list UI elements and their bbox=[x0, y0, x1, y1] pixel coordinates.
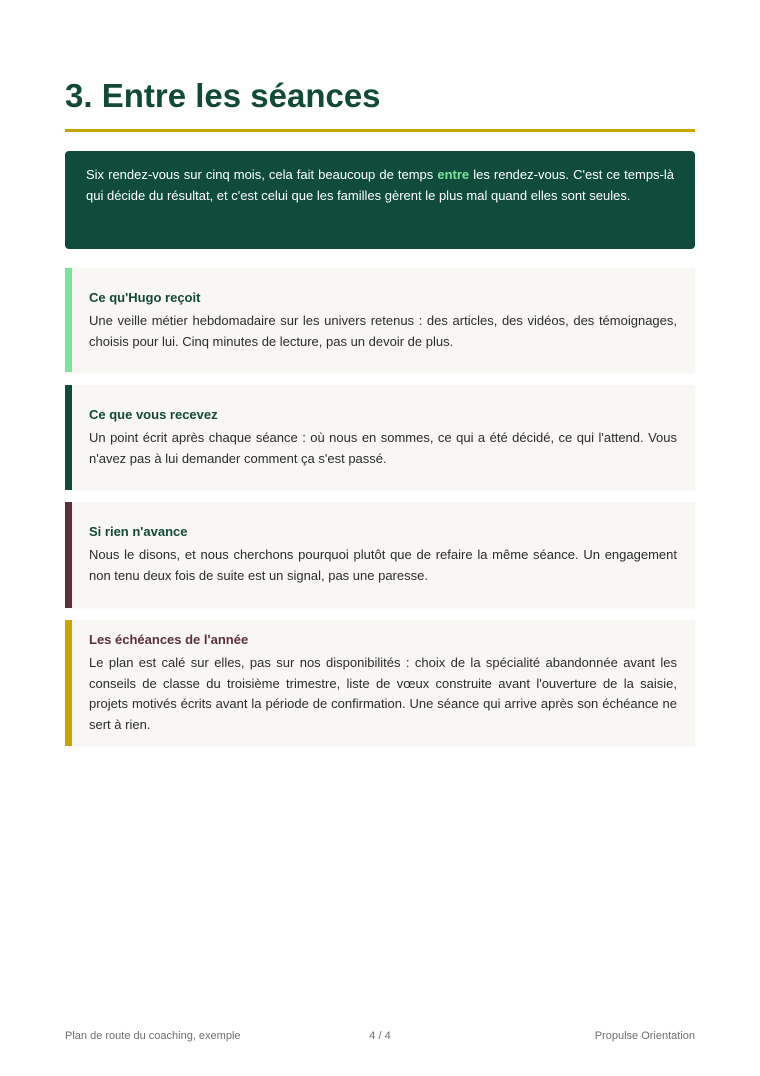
card-text: Nous le disons, et nous cherchons pourquoi plutôt que de refaire la même séance. Un engagement non tenu deux fois de suite est un signal, pas une paresse. bbox=[89, 547, 677, 583]
card-no-progress bbox=[65, 502, 695, 608]
footer-page-number: 4 / 4 bbox=[369, 1030, 391, 1042]
card-deadlines bbox=[65, 620, 695, 746]
card-text: Une veille métier hebdomadaire sur les univers retenus : des articles, des vidéos, des témoignages, choisis pour lui. Cinq minutes de lecture, pas un devoir de plus. bbox=[89, 313, 677, 349]
intro-highlight: entre bbox=[437, 167, 470, 182]
intro-callout bbox=[65, 151, 695, 249]
card-title: Si rien n'avance bbox=[89, 524, 188, 539]
footer-document-title: Plan de route du coaching, exemple bbox=[65, 1030, 241, 1042]
card-title: Les échéances de l'année bbox=[89, 632, 249, 647]
card-hugo-receives bbox=[65, 268, 695, 372]
card-text: Le plan est calé sur elles, pas sur nos disponibilités : choix de la spécialité abandonnée avant les conseils de classe du troisième trimestre, liste de vœux construite avant l'ouverture de la saisie, projets motivés écrits avant la période de confirmation. Une séance qui arrive après son échéance ne sert à rien. bbox=[89, 655, 677, 732]
card-title: Ce que vous recevez bbox=[89, 407, 218, 422]
intro-text-end: les rendez-vous. C'est ce temps-là qui décide du résultat, et c'est celui que les familles gèrent le plus mal quand elles sont seules. bbox=[86, 167, 675, 203]
card-title: Ce qu'Hugo reçoit bbox=[89, 290, 201, 305]
footer-brand: Propulse Orientation bbox=[594, 1030, 695, 1042]
page-title: 3. Entre les séances bbox=[65, 77, 381, 114]
title-divider bbox=[65, 129, 695, 132]
card-you-receive bbox=[65, 385, 695, 490]
card-text: Un point écrit après chaque séance : où nous en sommes, ce qui a été décidé, ce qui l'attend. Vous n'avez pas à lui demander comment ça s'est passé. bbox=[89, 430, 677, 466]
intro-text-start: Six rendez-vous sur cinq mois, cela fait beaucoup de temps bbox=[86, 167, 438, 182]
